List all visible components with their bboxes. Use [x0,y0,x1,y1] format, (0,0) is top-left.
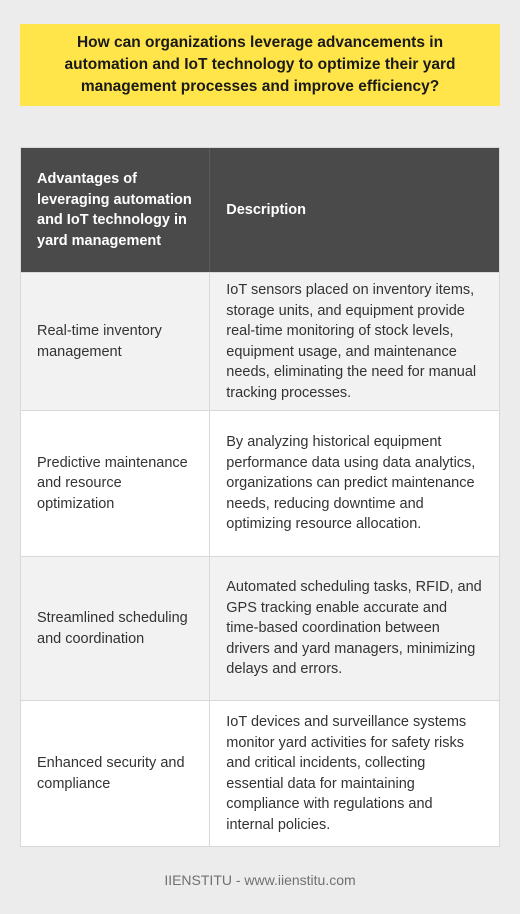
description-cell: By analyzing historical equipment performance data using data analytics, organizations can predict maintenance needs, reducing downtime and optimizing resource allocation. [226,434,476,533]
advantage-cell: Predictive maintenance and resource optimization [21,411,210,556]
advantage-cell: Real-time inventory management [21,273,210,410]
question-banner [20,24,500,106]
header-description: Description [226,201,307,218]
table-row [21,700,499,846]
description-cell: IoT sensors placed on inventory items, storage units, and equipment provide real-time monitoring of stock levels, equipment usage, and maintenance needs, eliminating the need for manual tracking processes. [226,282,477,401]
header-advantages: Advantages of leveraging automation and IoT technology in yard management [21,148,210,272]
advantages-table [20,147,500,847]
table-row [21,272,499,410]
question-text: How can organizations leverage advancements in automation and IoT technology to optimize their yard management processes and improve efficiency? [64,34,456,95]
advantage-cell: Enhanced security and compliance [21,701,210,846]
table-row [21,410,499,556]
table-header-row [21,148,499,272]
advantage-cell: Streamlined scheduling and coordination [21,557,210,700]
footer-credit: IIENSTITU - www.iienstitu.com [164,872,356,888]
description-cell: Automated scheduling tasks, RFID, and GPS tracking enable accurate and time-based coordination between drivers and yard managers, minimizing delays and errors. [226,579,482,678]
table-row [21,556,499,700]
description-cell: IoT devices and surveillance systems monitor yard activities for safety risks and critical incidents, collecting essential data for maintaining compliance with regulations and internal policies. [226,714,467,833]
